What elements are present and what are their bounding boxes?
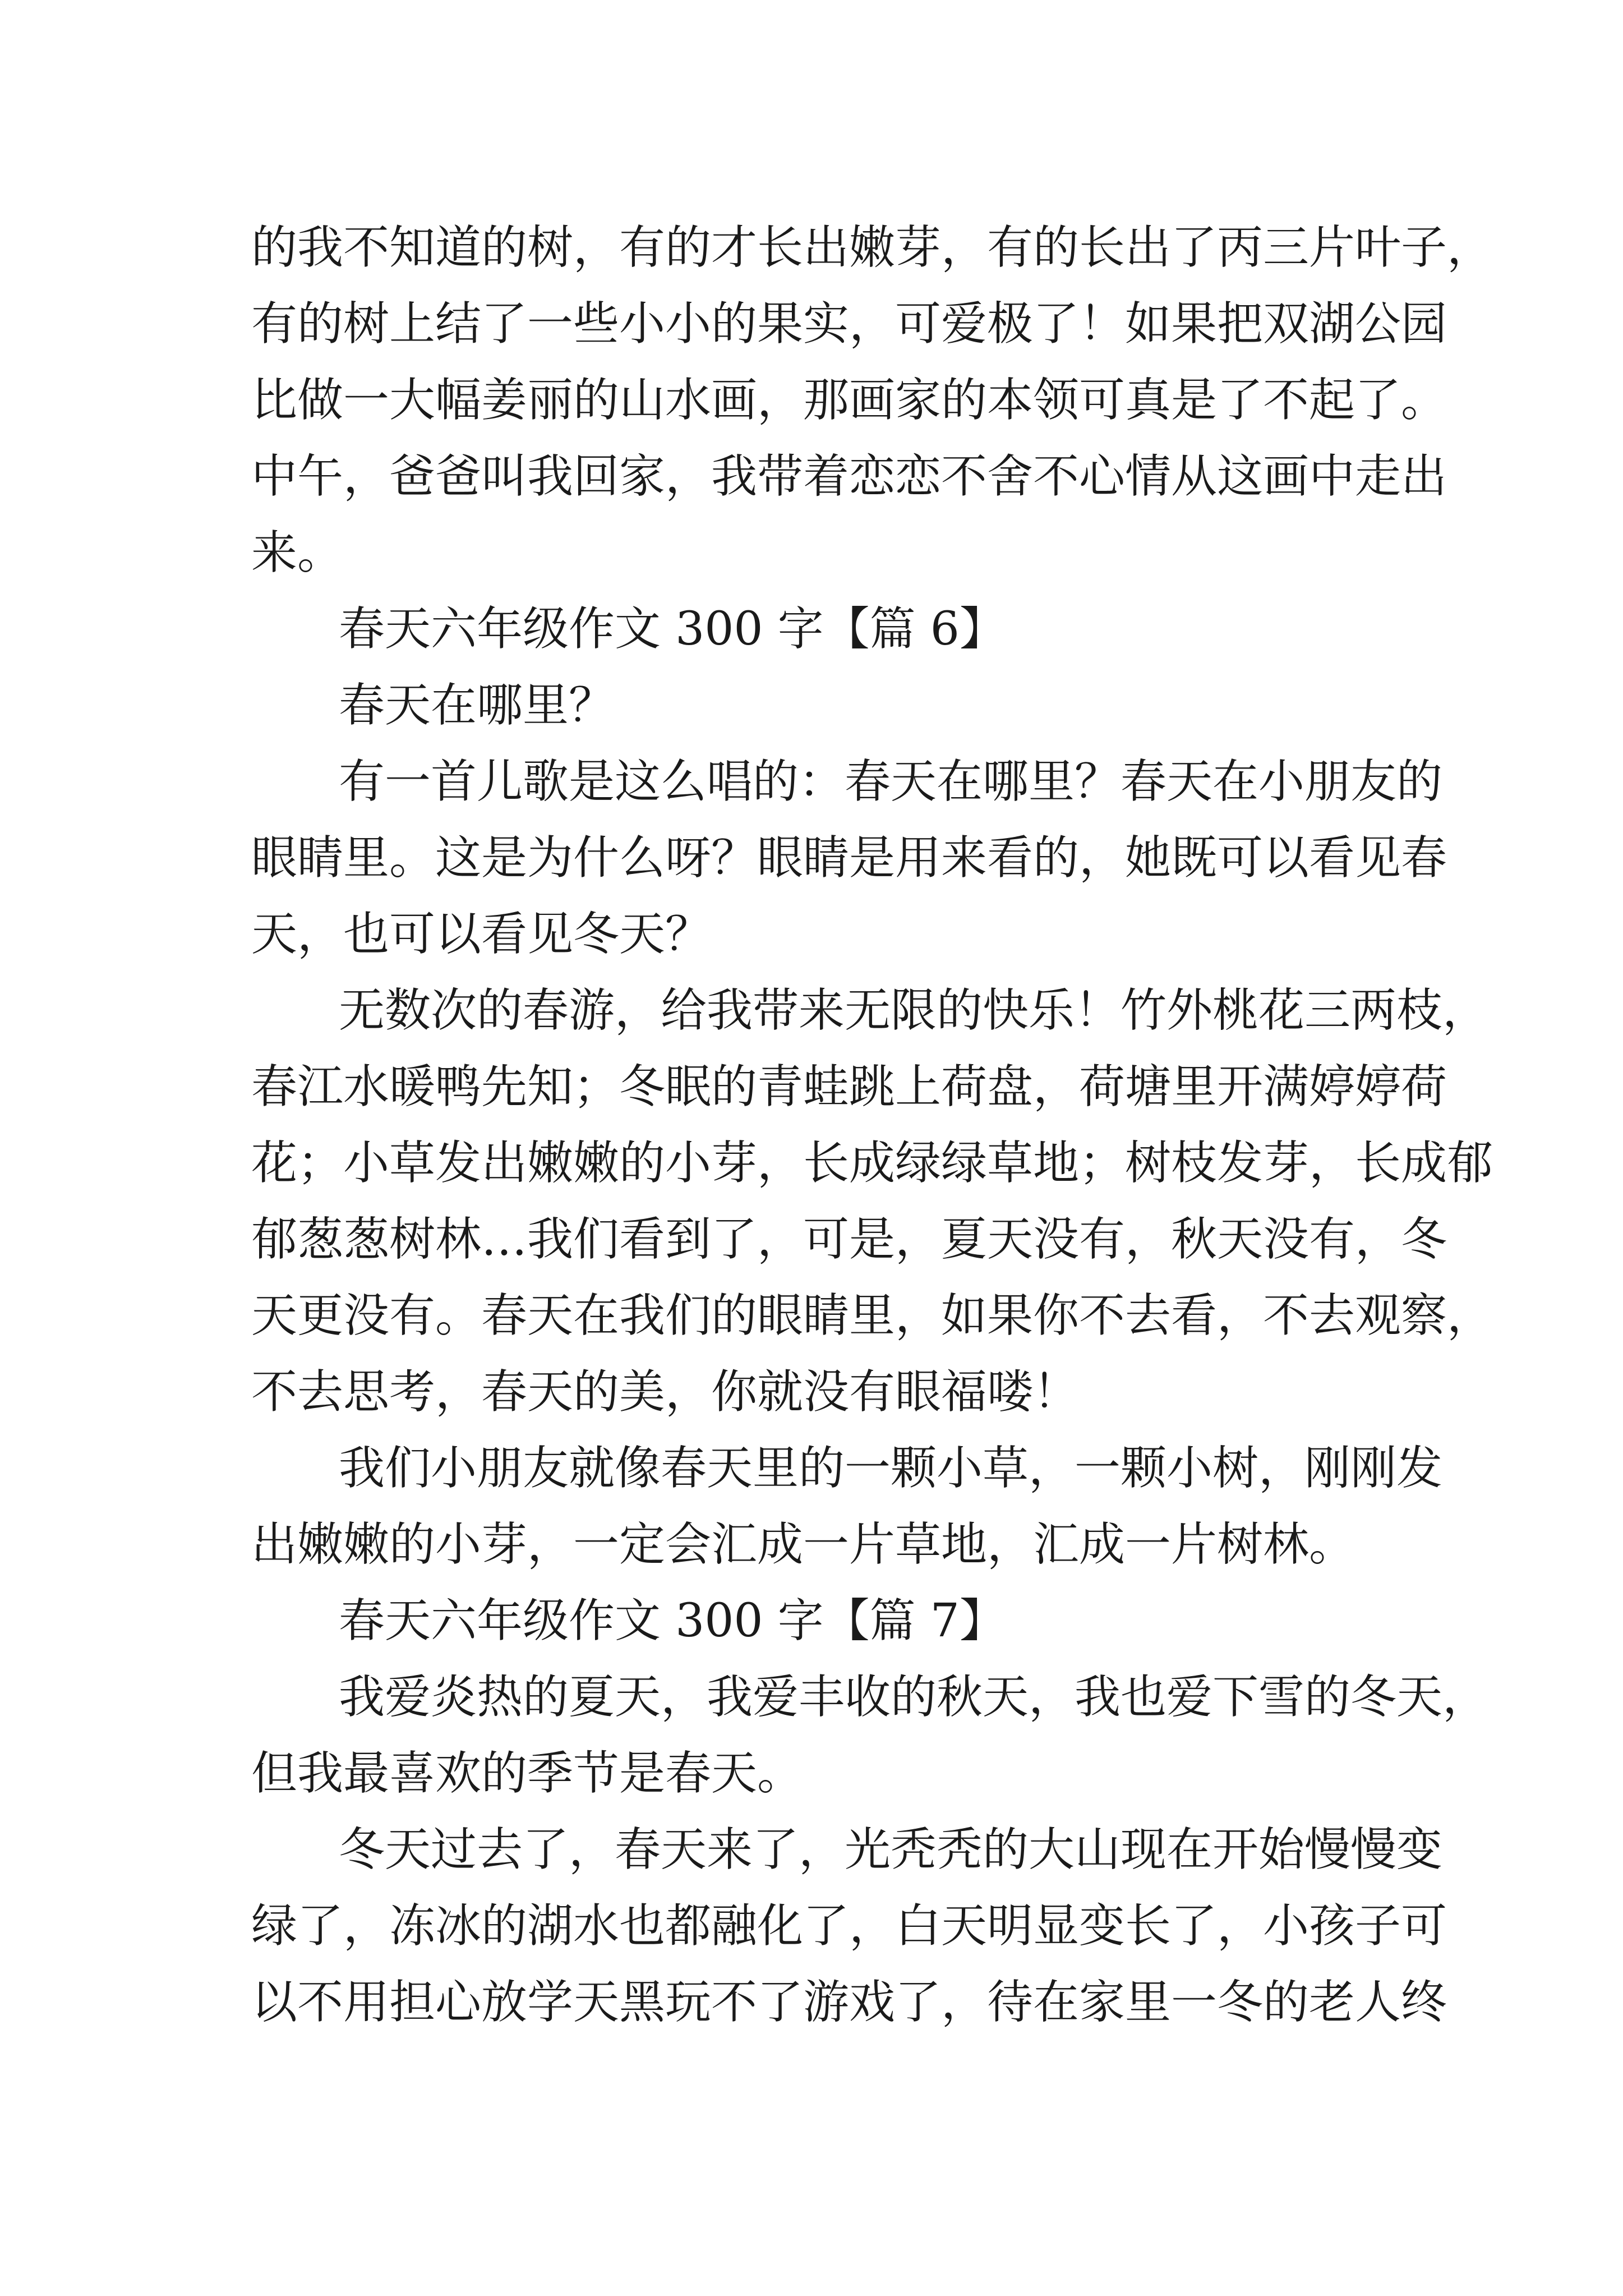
text-line: 比做一大幅姜丽的山水画，那画家的本领可真是了不起了。 [251, 374, 1447, 427]
text-line: 天，也可以看见冬天？ [251, 908, 712, 961]
essay-title: 春天在哪里？ [339, 679, 615, 732]
text-line: 眼睛里。这是为什么呀？眼睛是用来看的，她既可以看见春 [251, 831, 1447, 885]
text-line: 无数次的春游，给我带来无限的快乐！竹外桃花三两枝， [339, 984, 1489, 1037]
text-line: 我们小朋友就像春天里的一颗小草，一颗小树，刚刚发 [339, 1442, 1443, 1495]
section-heading: 春天六年级作文 300 字【篇 7】 [339, 1594, 1006, 1648]
text-line: 不去思考，春天的美，你就没有眼福喽！ [251, 1365, 1080, 1419]
text-line: 花；小草发出嫩嫩的小芽，长成绿绿草地；树枝发芽，长成郁 [251, 1137, 1493, 1190]
text-line: 春江水暖鸭先知；冬眠的青蛙跳上荷盘，荷塘里开满婷婷荷 [251, 1060, 1447, 1114]
section-heading: 春天六年级作文 300 字【篇 6】 [339, 602, 1006, 656]
text-line: 中午，爸爸叫我回家，我带着恋恋不舍不心情从这画中走出 [251, 450, 1447, 503]
text-line: 有一首儿歌是这么唱的：春天在哪里？春天在小朋友的 [339, 755, 1443, 808]
text-line: 以不用担心放学天黑玩不了游戏了，待在家里一冬的老人终 [251, 1976, 1447, 2029]
text-line: 有的树上结了一些小小的果实，可爱极了！如果把双湖公园 [251, 297, 1447, 351]
text-line: 冬天过去了，春天来了，光秃秃的大山现在开始慢慢变 [339, 1823, 1443, 1876]
text-line: 绿了，冻冰的湖水也都融化了，白天明显变长了，小孩子可 [251, 1899, 1447, 1953]
text-line: 但我最喜欢的季节是春天。 [251, 1747, 804, 1800]
text-line: 的我不知道的树，有的才长出嫩芽，有的长出了丙三片叶子， [251, 221, 1493, 274]
text-line: 郁葱葱树林…我们看到了，可是，夏天没有，秋天没有，冬 [251, 1213, 1447, 1266]
text-line: 我爱炎热的夏天，我爱丰收的秋天，我也爱下雪的冬天， [339, 1671, 1489, 1724]
text-line: 天更没有。春天在我们的眼睛里，如果你不去看，不去观察， [251, 1289, 1493, 1342]
text-line: 来。 [251, 526, 344, 579]
text-line: 出嫩嫩的小芽，一定会汇成一片草地，汇成一片树林。 [251, 1518, 1355, 1571]
